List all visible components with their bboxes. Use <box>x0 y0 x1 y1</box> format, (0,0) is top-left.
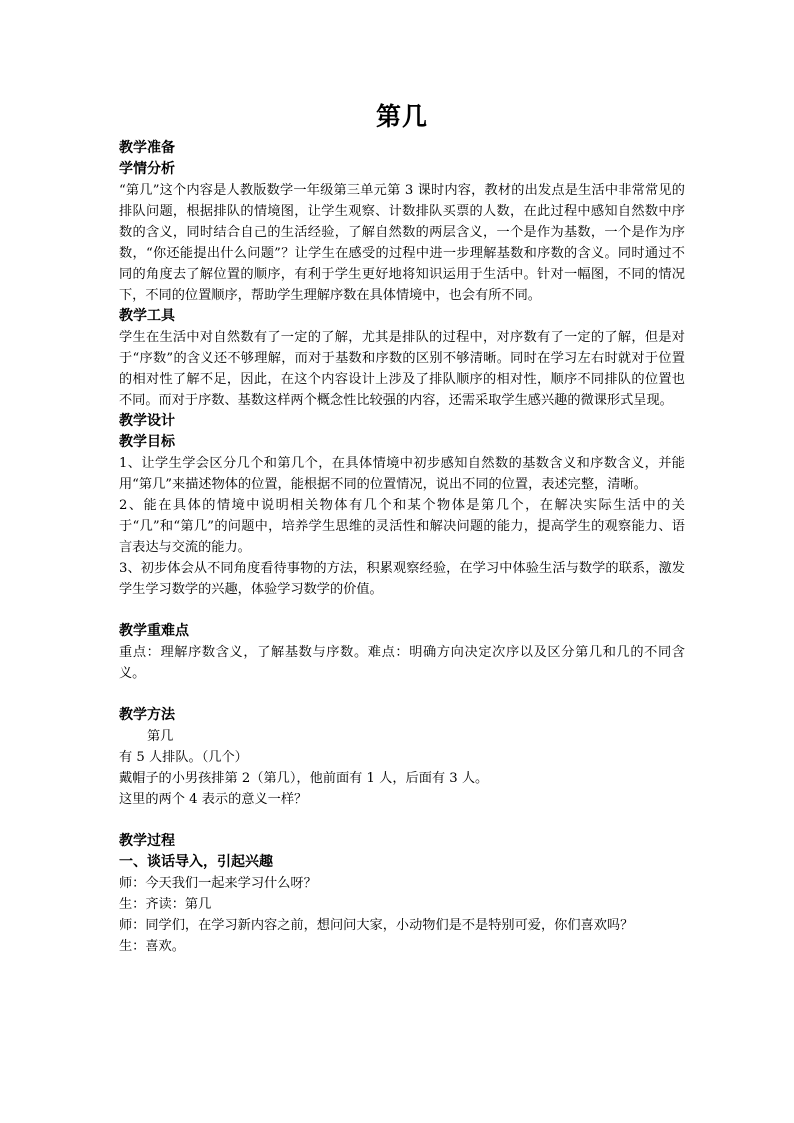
heading-key-difficulties: 教学重难点 <box>119 623 189 639</box>
heading-teaching-tools: 教学工具 <box>119 308 175 324</box>
paragraph-key-difficulties: 重点：理解序数含义，了解基数与序数。难点：明确方向决定次序以及区分第几和几的不同含义。 <box>119 645 685 681</box>
heading-teaching-methods: 教学方法 <box>119 707 175 723</box>
dialog-line-2: 生：齐读：第几 <box>119 897 212 912</box>
dialog-line-3: 师：同学们，在学习新内容之前，想问问大家，小动物们是不是特别可爱，你们喜欢吗？ <box>119 918 634 933</box>
heading-learning-analysis: 学情分析 <box>119 161 175 177</box>
document-title: 第几 <box>375 102 428 131</box>
spacer <box>119 600 685 621</box>
paragraph-learning-analysis: “第几”这个内容是人教版数学一年级第三单元第 3 课时内容，教材的出发点是生活中非常常见的排队问题，根据排队的情境图，让学生观察、计数排队买票的人数，在此过程中感知自然数中序数的含义，同时结合自己的生活经验，了解自然数的两层含义，一个是作为基数，一个是作为序数，“你还能提出什么问题”？让学生在感受的过程中进一步理解基数和序数的含义。同时通过不同的角度去了解位置的顺序，有利于学生更好地将知识运用于生活中。针对一幅图，不同的情况下，不同的位置顺序，帮助学生理解序数在具体情境中，也会有所不同。 <box>119 183 685 303</box>
method-line-2: 有 5 人排队。（几个） <box>119 750 248 765</box>
method-line-3: 戴帽子的小男孩排第 2（第几），他前面有 1 人，后面有 3 人。 <box>119 771 489 786</box>
goal-item-1: 1、让学生学会区分几个和第几个，在具体情境中初步感知自然数的基数含义和序数含义，并能用“第几”来描述物体的位置，能根据不同的位置情况，说出不同的位置，表述完整，清晰。 <box>119 456 685 492</box>
method-line-4: 这里的两个 4 表示的意义一样？ <box>119 792 308 807</box>
heading-teaching-goals: 教学目标 <box>119 434 175 450</box>
heading-teaching-design: 教学设计 <box>119 413 175 429</box>
document-body <box>119 98 685 957</box>
paragraph-teaching-tools: 学生在生活中对自然数有了一定的了解，尤其是排队的过程中，对序数有了一定的了解，但是对于“序数”的含义还不够理解，而对于基数和序数的区别不够清晰。同时在学习左右时就对于位置的相对性了解不足，因此，在这个内容设计上涉及了排队顺序的相对性，顺序不同排队的位置也不同。而对于序数、基数这样两个概念性比较强的内容，还需采取学生感兴趣的微课形式呈现。 <box>119 330 685 408</box>
dialog-line-1: 师：今天我们一起来学习什么呀？ <box>119 876 317 891</box>
goal-item-3: 3、初步体会从不同角度看待事物的方法，积累观察经验，在学习中体验生活与数学的联系，激发学生学习数学的兴趣，体验学习数学的价值。 <box>119 561 685 597</box>
heading-teaching-process: 教学过程 <box>119 833 175 849</box>
method-line-1: 第几 <box>147 729 174 744</box>
spacer <box>119 684 685 705</box>
spacer <box>119 810 685 831</box>
dialog-line-4: 生：喜欢。 <box>119 939 185 954</box>
heading-teaching-preparation: 教学准备 <box>119 140 175 156</box>
subheading-introduction: 一、谈话导入，引起兴趣 <box>119 854 273 870</box>
goal-item-2: 2、能在具体的情境中说明相关物体有几个和某个物体是第几个，在解决实际生活中的关于“几”和“第几”的问题中，培养学生思维的灵活性和解决问题的能力，提高学生的观察能力、语言表达与交流的能力。 <box>119 498 685 555</box>
